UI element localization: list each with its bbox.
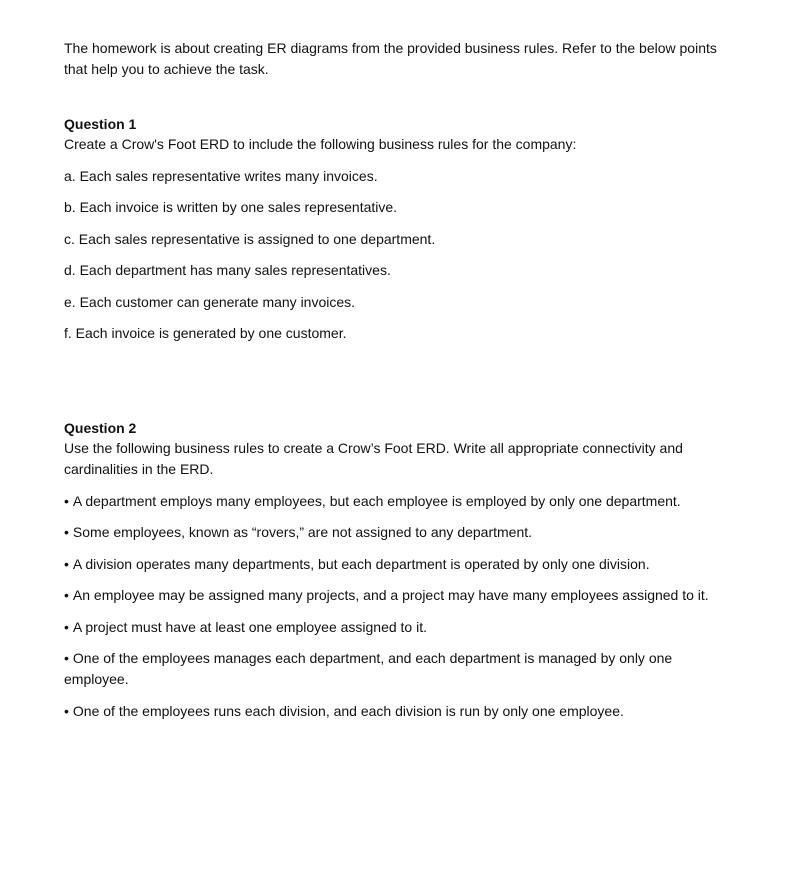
bullet-icon: • [64,587,69,603]
list-item [64,522,734,543]
list-item: e. Each customer can generate many invoices. [64,293,356,310]
list-item: a. Each sales representative writes many invoices. [64,167,378,184]
list-item-text: A division operates many departments, but each department is operated by only one division. [72,555,650,572]
list-item-text: One of the employees manages each department, and each department is managed by only one employee. [64,650,673,687]
list-item [64,554,734,575]
list-item-text: A department employs many employees, but each employee is employed by only one department. [72,492,681,509]
question-2-heading: Question 2 [64,420,137,436]
bullet-icon: • [64,650,69,666]
list-item-text: One of the employees runs each division, and each division is run by only one employee. [72,702,624,719]
bullet-icon: • [64,618,69,635]
intro-paragraph: The homework is about creating ER diagrams from the provided business rules. Refer to the below points that help you to achieve the task. [64,40,717,77]
list-item [64,648,734,690]
list-item: b. Each invoice is written by one sales representative. [64,199,398,215]
list-item-text: A project must have at least one employee assigned to it. [72,618,428,635]
list-item [64,491,734,512]
question-1-prompt: Create a Crow's Foot ERD to include the following business rules for the company: [64,136,577,152]
question-1-heading: Question 1 [64,116,137,132]
list-item-text: An employee may be assigned many projects, and a project may have many employees assigned to it. [72,587,709,603]
bullet-icon: • [64,524,69,540]
list-item: c. Each sales representative is assigned to one department. [64,230,436,247]
bullet-icon: • [64,702,69,719]
document-page [64,38,734,722]
list-item: d. Each department has many sales representatives. [64,262,391,278]
question-2-prompt: Use the following business rules to create a Crow’s Foot ERD. Write all appropriate connectivity and cardinalities in the ERD. [64,440,683,477]
question-2-rules-list [64,491,734,722]
list-item [64,701,734,722]
list-item [64,585,734,606]
bullet-icon: • [64,492,69,509]
list-item-text: Some employees, known as “rovers,” are not assigned to any department. [72,524,533,540]
list-item: f. Each invoice is generated by one customer. [64,325,347,341]
question-1-rules-list [64,166,734,345]
list-item [64,617,734,638]
bullet-icon: • [64,555,69,572]
